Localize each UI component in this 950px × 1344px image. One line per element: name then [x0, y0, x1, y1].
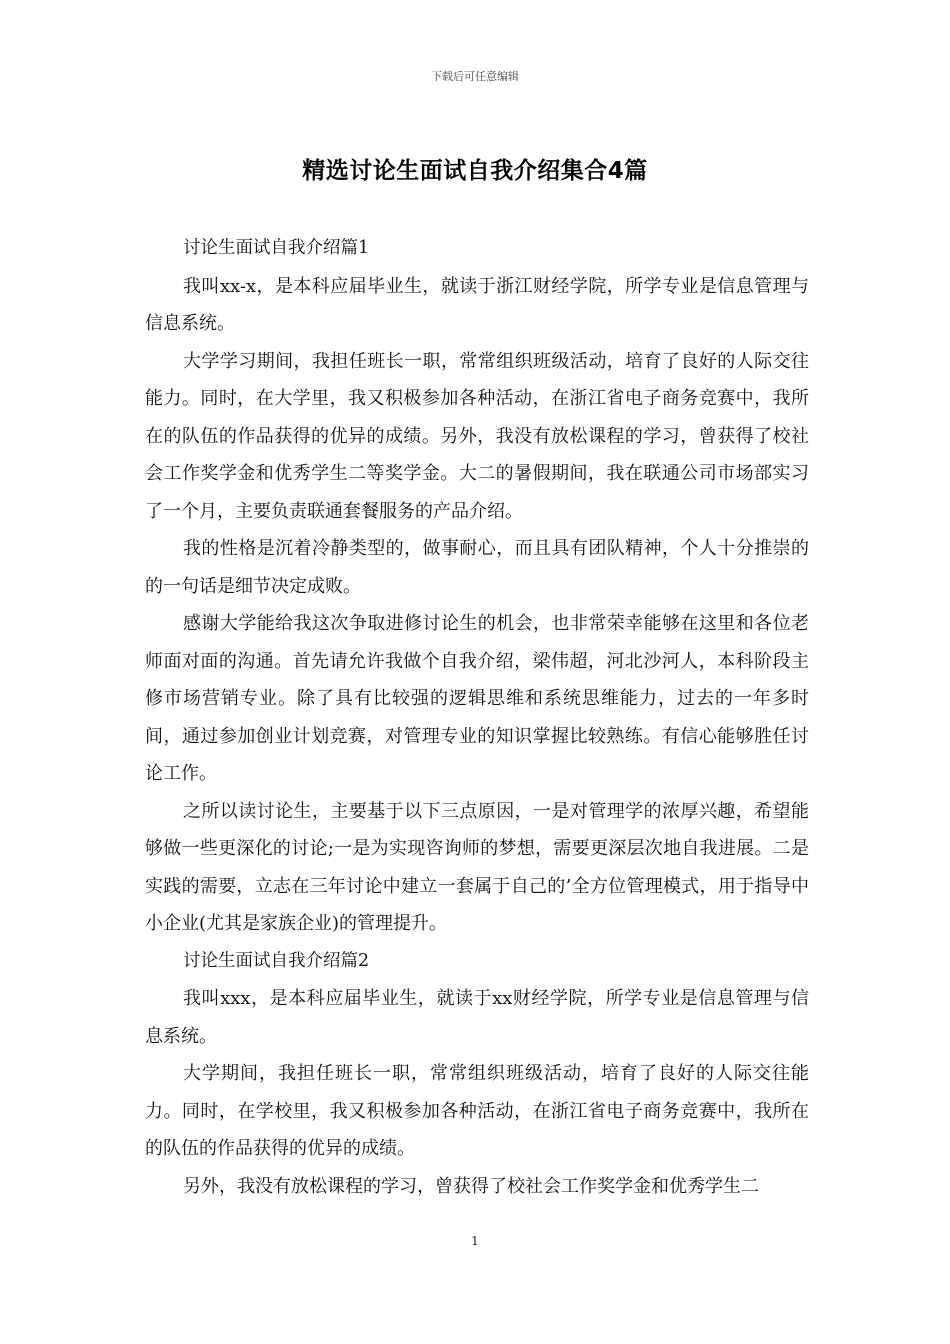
paragraph: 大学期间，我担任班长一职，常常组织班级活动，培育了良好的人际交往能力。同时，在学校里，我又积极参加各种活动，在浙江省电子商务竞赛中，我所在的队伍的作品获得的优异的成绩。 [145, 1063, 809, 1159]
paragraph: 我叫xxx，是本科应届毕业生，就读于xx财经学院，所学专业是信息管理与信息系统。 [145, 988, 809, 1047]
paragraph: 另外，我没有放松课程的学习，曾获得了校社会工作奖学金和优秀学生二 [183, 1175, 759, 1197]
section-heading-2: 讨论生面试自我介绍篇2 [183, 950, 370, 971]
header-note: 下载后可任意编辑 [431, 70, 519, 83]
page-number: 1 [471, 1234, 479, 1248]
paragraph: 大学学习期间，我担任班长一职，常常组织班级活动，培育了良好的人际交往能力。同时，在大学里，我又积极参加各种活动，在浙江省电子商务竞赛中，我所在的队伍的作品获得的优异的成绩。另外，我没有放松课程的学习，曾获得了校社会工作奖学金和优秀学生二等奖学金。大二的暑假期间，我在联通公司市场部实习了一个月，主要负责联通套餐服务的产品介绍。 [145, 350, 809, 522]
paragraph: 我的性格是沉着冷静类型的，做事耐心，而且具有团队精神，个人十分推崇的的一句话是细节决定成败。 [145, 538, 809, 597]
paragraph: 之所以读讨论生，主要基于以下三点原因，一是对管理学的浓厚兴趣，希望能够做一些更深化的讨论;一是为实现咨询师的梦想，需要更深层次地自我进展。二是实践的需要，立志在三年讨论中建立一套属于自己的’全方位管理模式，用于指导中小企业(尤其是家族企业)的管理提升。 [145, 800, 809, 934]
section-heading-1: 讨论生面试自我介绍篇1 [183, 238, 370, 258]
document-body [145, 230, 809, 1205]
document-title: 精选讨论生面试自我介绍集合4篇 [302, 158, 648, 184]
paragraph: 我叫xx-x，是本科应届毕业生，就读于浙江财经学院，所学专业是信息管理与信息系统。 [145, 275, 809, 334]
paragraph: 感谢大学能给我这次争取进修讨论生的机会，也非常荣幸能够在这里和各位老师面对面的沟通。首先请允许我做个自我介绍，梁伟超，河北沙河人，本科阶段主修市场营销专业。除了具有比较强的逻辑思维和系统思维能力，过去的一年多时间，通过参加创业计划竞赛，对管理专业的知识掌握比较熟练。有信心能够胜任讨论工作。 [145, 613, 809, 784]
